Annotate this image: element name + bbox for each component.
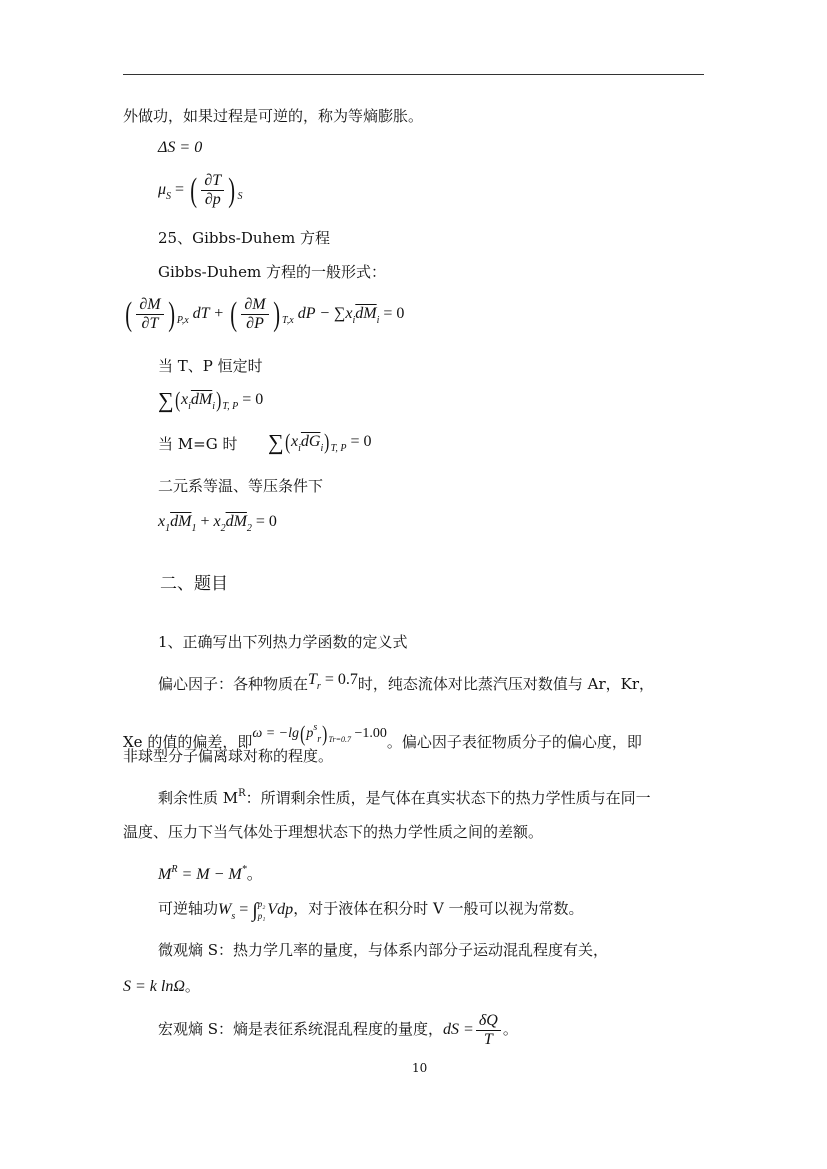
equation-delta-s: ΔS = 0 <box>158 139 203 156</box>
equation-gibbs-duhem: ( $\frac{\partial M}{\partial T}$ ) $_{P,x}$ dT + ( $\frac{\partial M}{\partial P}$ ) $_{T,x}$ dP − $\sum x_i\overline{dM}_i = 0$ <box>125 295 405 333</box>
section-2-title: 二、题目 <box>160 574 228 594</box>
acentric-factor-line-3: 非球型分子偏离球对称的程度。 <box>123 747 334 765</box>
equation-binary: $x_1\overline{dM}_1 + x_2\overline{dM}_2 = 0$ <box>158 513 277 534</box>
gibbs-duhem-general-label: Gibbs-Duhem 方程的一般形式： <box>158 263 386 281</box>
equation-sum-g: $\sum(x_i\overline{dG}_i)_{T, P} = 0$ <box>268 429 372 455</box>
equation-residual: $M^R = M - M^*$。 <box>158 864 263 883</box>
paragraph-isentropic: 外做功，如果过程是可逆的，称为等熵膨胀。 <box>123 107 424 125</box>
binary-system-label: 二元系等温、等压条件下 <box>158 477 324 495</box>
equation-sum-m: $\sum(x_i\overline{dM}_i)_{T, P} = 0$ <box>158 387 264 413</box>
residual-property-line-1: 剩余性质 $M^R$：所谓剩余性质，是气体在真实状态下的热力学性质与在同一 <box>158 788 651 807</box>
m-equals-g-label: 当 M=G 时 <box>158 435 238 453</box>
equation-mu-s: $\mu_S$ = ( $\frac{\partial T}{\partial p}$ ) $_S$ <box>158 171 243 209</box>
micro-entropy-line-1: 微观熵 S：热力学几率的量度，与体系内部分子运动混乱程度有关， <box>158 941 609 959</box>
acentric-factor-line-2: Xe 的值的偏差，即$\omega = -\lg(p^s_r)_{Tr=0.7} -1.00$。偏心因子表征物质分子的偏心度，即 <box>123 720 642 751</box>
section-25-title: 25、Gibbs-Duhem 方程 <box>158 229 331 247</box>
question-1-title: 1、正确写出下列热力学函数的定义式 <box>158 633 408 651</box>
macro-entropy-line: 宏观熵 S：熵是表征系统混乱程度的量度，dS = $\frac{\delta Q}{T}$ 。 <box>158 1012 518 1048</box>
constant-tp-label: 当 T、P 恒定时 <box>158 357 263 375</box>
page-number: 10 <box>412 1061 428 1075</box>
acentric-factor-line-1: 偏心因子：各种物质在$T_r = 0.7$时，纯态流体对比蒸汽压对数值与 Ar，Kr， <box>158 671 655 693</box>
shaft-work-line: 可逆轴功$W_s$ = ∫ p₂ p₁ Vdp，对于液体在积分时 V 一般可以视为常数。 <box>158 899 584 922</box>
header-rule <box>123 74 704 75</box>
residual-property-line-2: 温度、压力下当气体处于理想状态下的热力学性质之间的差额。 <box>123 823 544 841</box>
micro-entropy-line-2: S = k lnΩ。 <box>123 977 200 995</box>
